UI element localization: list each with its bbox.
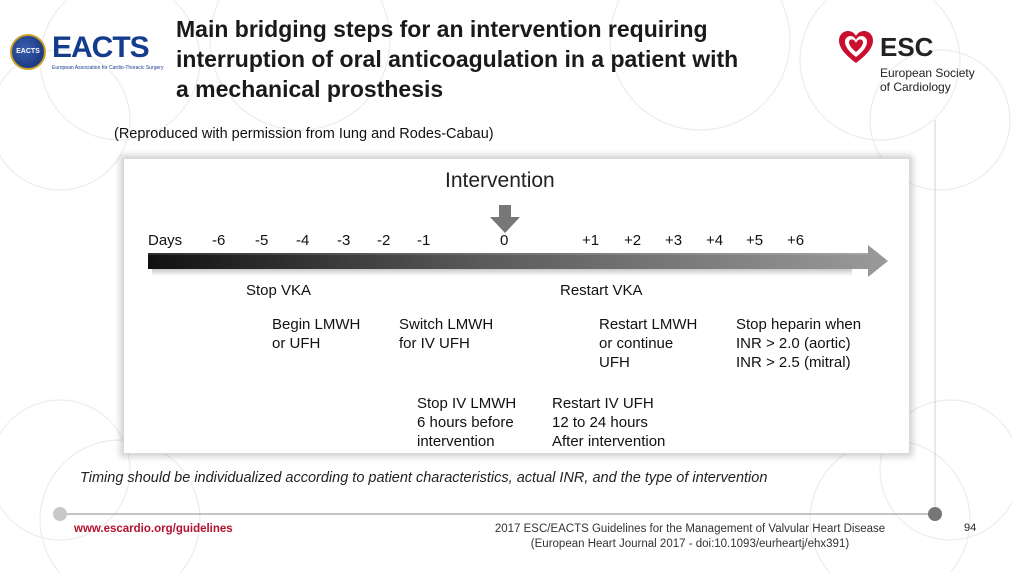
- title-line-3: a mechanical prosthesis: [176, 76, 444, 102]
- tick-label: +5: [746, 232, 764, 249]
- footer-right-dot: [928, 507, 942, 521]
- tick-label: -3: [337, 232, 351, 249]
- tick-label: +1: [582, 232, 600, 249]
- stop-vka-label: Stop VKA: [246, 282, 312, 299]
- diagram-panel: [123, 158, 910, 454]
- esc-logo-subtitle: European Society of Cardiology: [880, 66, 975, 94]
- tick-label: +3: [665, 232, 683, 249]
- tick-label: -2: [377, 232, 391, 249]
- stop-heparin-label: Stop heparin when INR > 2.0 (aortic) INR > 2.5 (mitral): [736, 316, 862, 371]
- tick-label: -6: [212, 232, 226, 249]
- days-label: Days: [148, 232, 183, 249]
- eacts-emblem-icon: EACTS: [10, 34, 46, 70]
- tick-label: -1: [417, 232, 431, 249]
- down-arrow-icon: [490, 205, 520, 235]
- page-title: [176, 14, 816, 104]
- stop-iv-lmwh-label: Stop IV LMWH 6 hours before intervention: [417, 395, 517, 450]
- restart-vka-label: Restart VKA: [560, 282, 643, 299]
- esc-logo-word: ESC: [880, 32, 934, 62]
- tick-label: +6: [787, 232, 805, 249]
- esc-logo: [838, 28, 1008, 98]
- intervention-label: Intervention: [445, 169, 555, 192]
- restart-iv-ufh-label: Restart IV UFH 12 to 24 hours After intervention: [552, 395, 666, 450]
- page-number: 94: [964, 522, 977, 534]
- tick-label: -4: [296, 232, 310, 249]
- tick-label: 0: [500, 232, 509, 249]
- title-line-1: Main bridging steps for an intervention requiring: [176, 16, 708, 42]
- timing-footnote: Timing should be individualized according to patient characteristics, actual INR, and the type of intervention: [80, 470, 768, 486]
- footer-left-dot: [53, 507, 67, 521]
- tick-label: +2: [624, 232, 642, 249]
- reproduced-note: (Reproduced with permission from Iung and Rodes-Cabau): [114, 126, 494, 142]
- begin-lmwh-label: Begin LMWH or UFH: [272, 316, 361, 352]
- restart-lmwh-label: Restart LMWH or continue UFH: [599, 316, 698, 371]
- title-line-2: interruption of oral anticoagulation in a patient with: [176, 46, 739, 72]
- eacts-logo: [8, 30, 164, 78]
- tick-label: +4: [706, 232, 724, 249]
- tick-label: -5: [255, 232, 269, 249]
- timeline-arrow: [148, 244, 893, 278]
- guideline-reference: 2017 ESC/EACTS Guidelines for the Management of Valvular Heart Disease (European Heart Journal 2017 - doi:10.1093/eurheartj/ehx391): [494, 523, 886, 550]
- guidelines-link[interactable]: www.escardio.org/guidelines: [74, 523, 233, 535]
- eacts-logo-word: EACTS: [52, 31, 149, 64]
- eacts-logo-subtitle: European Association for Cardio-Thoracic Surgery: [52, 65, 164, 71]
- heart-icon: [838, 30, 874, 66]
- switch-lmwh-label: Switch LMWH for IV UFH: [399, 316, 494, 352]
